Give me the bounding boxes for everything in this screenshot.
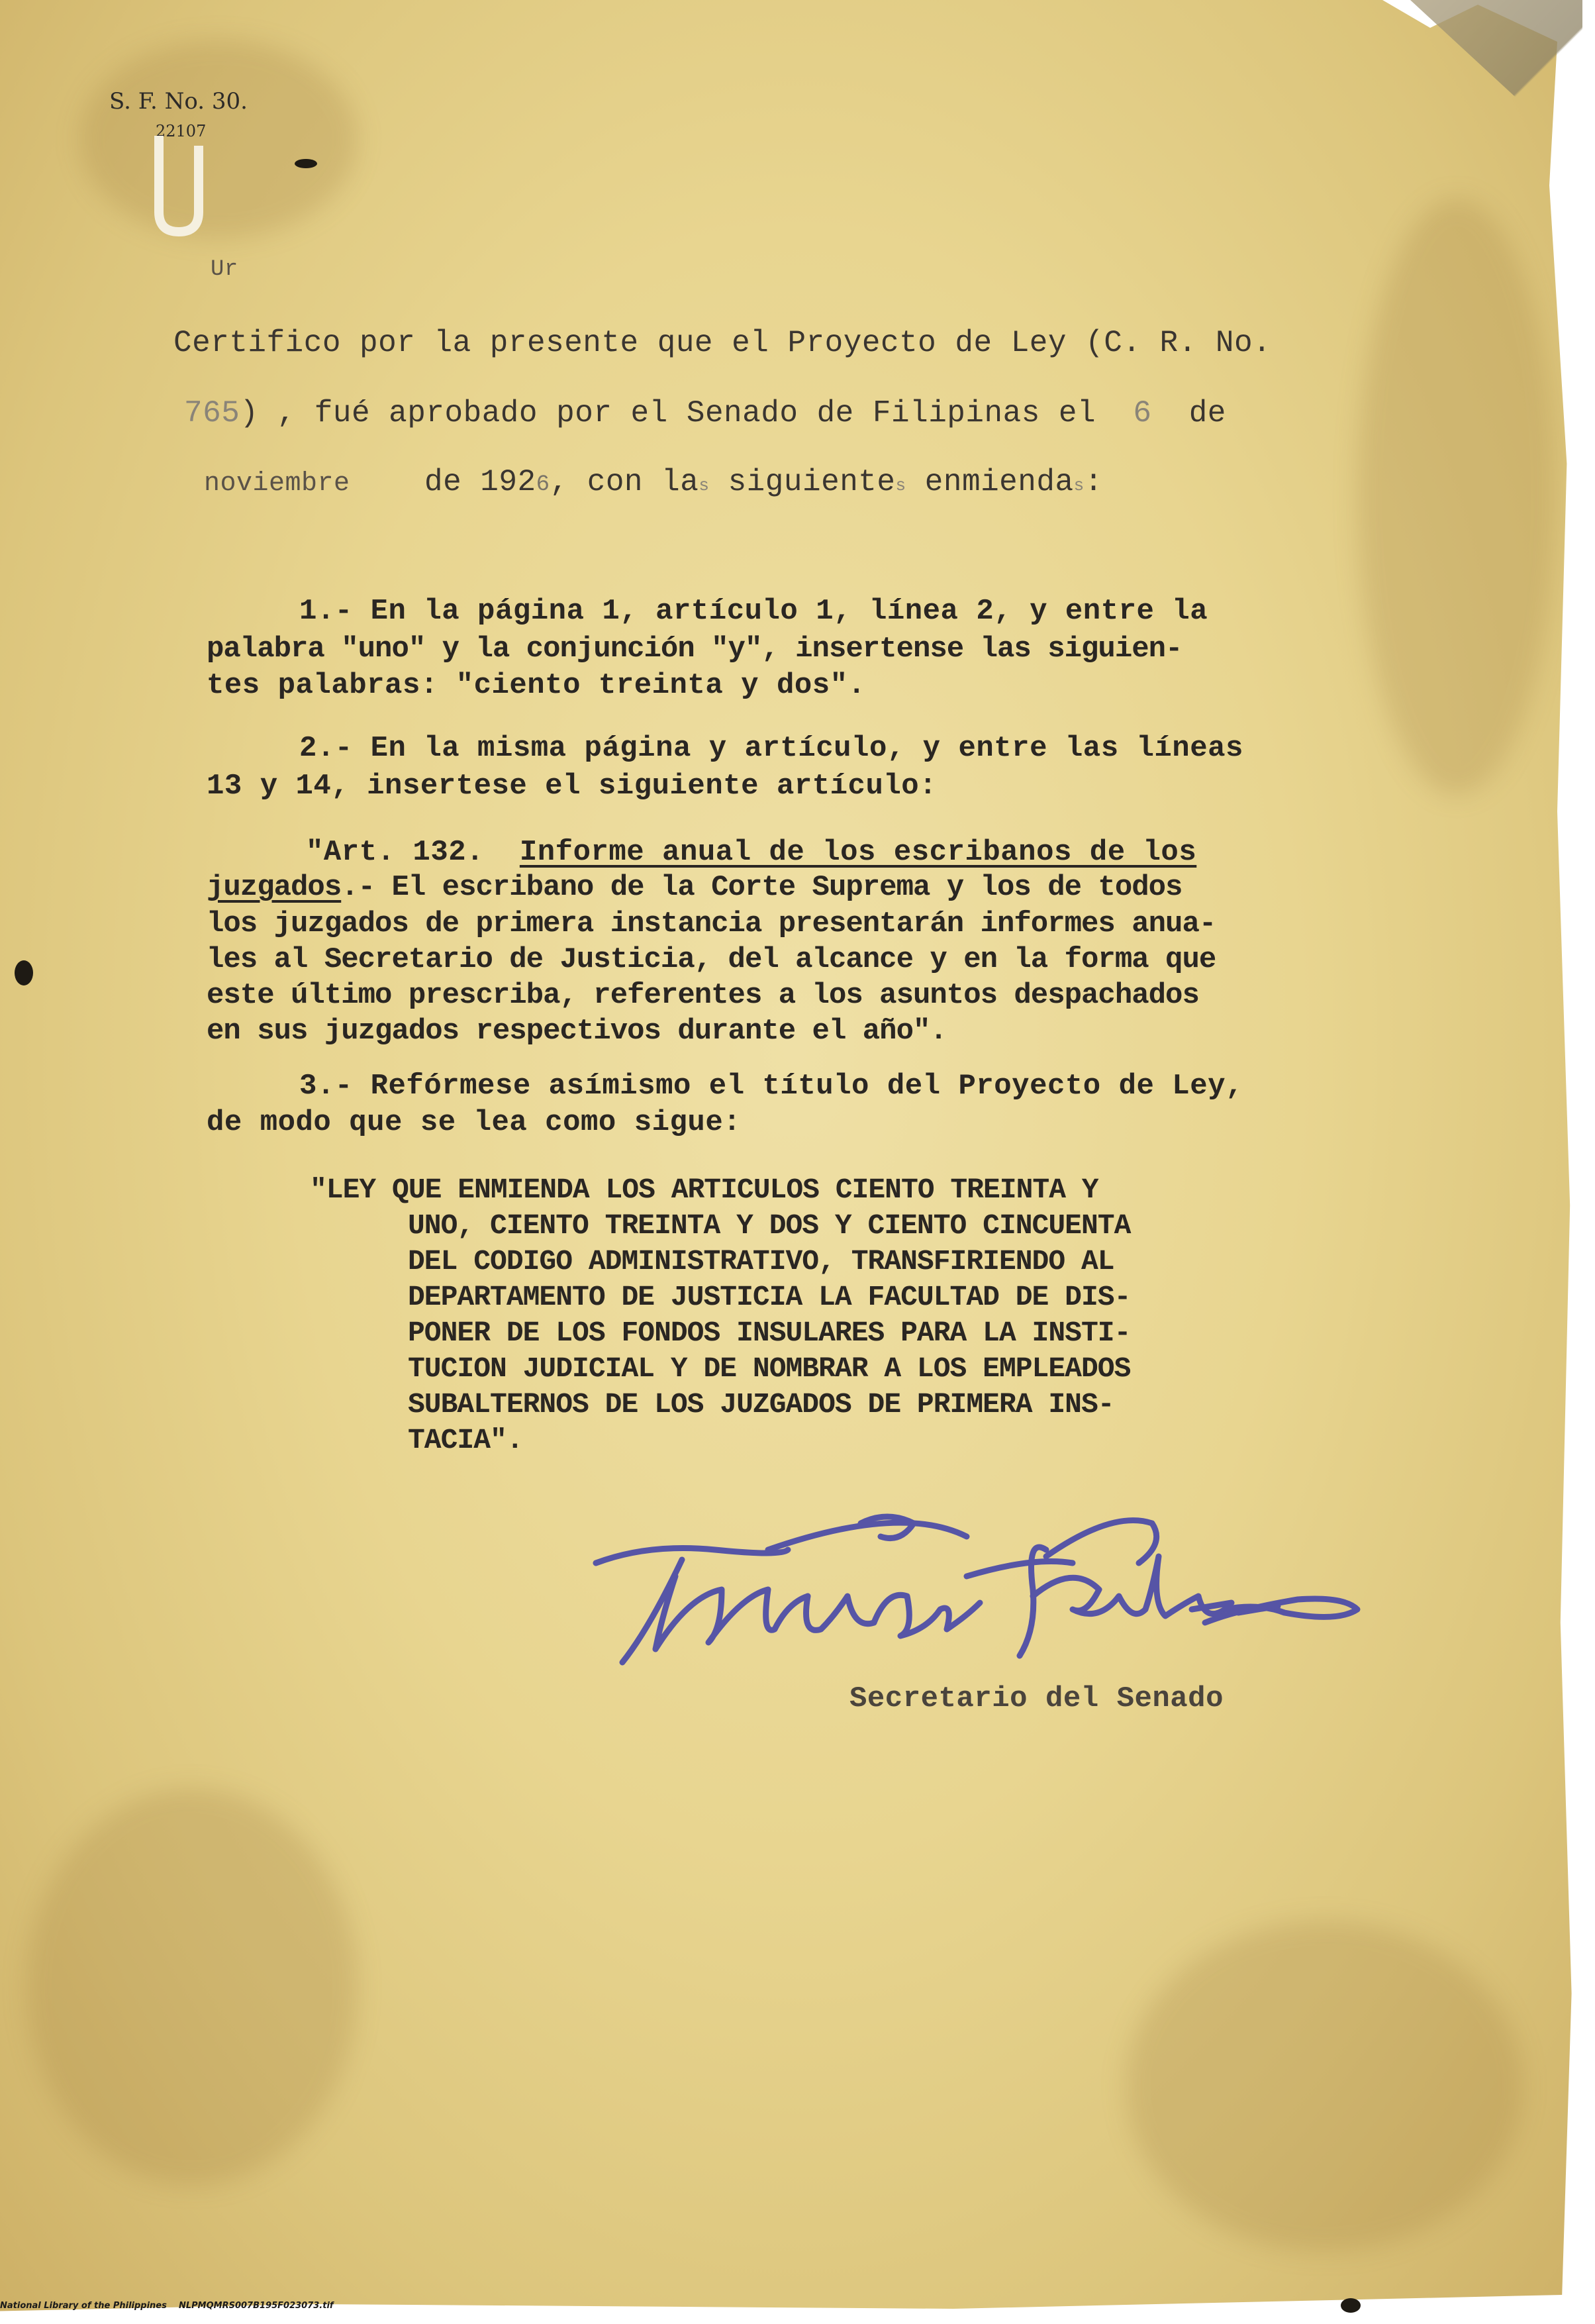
stamp-number: 22107 <box>156 122 207 140</box>
handwritten-signature <box>569 1497 1377 1695</box>
article-line-6: en sus juzgados respectivos durante el año". <box>207 1015 947 1048</box>
year-prefix: de 192 <box>424 465 536 499</box>
amendment-2-line-1: 2.- En la misma página y artículo, y entre las líneas <box>299 732 1243 765</box>
paper-stain <box>1357 199 1556 795</box>
ink-blot <box>1341 2298 1361 2313</box>
bill-title-line: DEL CODIGO ADMINISTRATIVO, TRANSFIRIENDO AL <box>408 1245 1114 1278</box>
bill-title-line: DEPARTAMENTO DE JUSTICIA LA FACULTAD DE DIS- <box>408 1281 1131 1313</box>
amendment-1-line-3: tes palabras: "ciento treinta y dos". <box>207 669 866 702</box>
approval-month: noviembre <box>204 469 350 499</box>
article-prefix: "Art. 132. <box>306 836 485 869</box>
article-line-2-rest: .- El escribano de la Corte Suprema y los de todos <box>341 871 1183 904</box>
article-line-2 <box>207 871 1182 904</box>
amendment-3-line-2: de modo que se lea como sigue: <box>207 1106 742 1139</box>
amendment-3-line-1: 3.- Refórmese asímismo el título del Proyecto de Ley, <box>299 1070 1243 1103</box>
paper-stain <box>79 40 358 238</box>
ink-blot <box>15 960 33 985</box>
ink-blot <box>295 159 317 168</box>
plural-s: s <box>1073 476 1085 495</box>
bill-title-line: TUCION JUDICIAL Y DE NOMBRAR A LOS EMPLEADOS <box>408 1352 1131 1385</box>
bill-title-line: TACIA". <box>408 1424 523 1456</box>
bill-title-line: "LEY QUE ENMIENDA LOS ARTICULOS CIENTO TREINTA Y <box>310 1174 1098 1206</box>
certification-de: de <box>1188 396 1226 430</box>
paper-clip-mark <box>142 132 215 238</box>
certification-line-2: 765) , fué aprobado por el Senado de Filipinas el 6 de <box>184 396 1226 430</box>
certification-rest: , con la <box>550 465 699 499</box>
enmienda-word: enmienda <box>924 465 1074 499</box>
mark: Ur <box>211 257 238 282</box>
bill-title-line: PONER DE LOS FONDOS INSULARES PARA LA INSTI- <box>408 1317 1131 1349</box>
library-name: National Library of the Philippines <box>0 2301 167 2311</box>
amendment-1-line-2: palabra "uno" y la conjunción "y", insertense las siguien- <box>207 632 1183 666</box>
year-digit: 6 <box>536 472 550 497</box>
article-line-3: los juzgados de primera instancia presentarán informes anua- <box>207 907 1216 940</box>
colon: : <box>1084 465 1103 499</box>
approval-day: 6 <box>1133 396 1152 430</box>
bill-title-line: SUBALTERNOS DE LOS JUZGADOS DE PRIMERA INS- <box>408 1388 1114 1421</box>
sf-number: S. F. No. 30. <box>109 88 248 115</box>
bill-title-block <box>310 1172 1130 1458</box>
siguiente-word: siguiente <box>728 465 896 499</box>
article-heading-cont: juzgados <box>207 871 342 904</box>
paper-stain <box>26 1788 358 2186</box>
certification-line-2-text: , fué aprobado por el Senado de Filipinas el <box>277 396 1096 430</box>
plural-s: s <box>895 476 906 495</box>
amendment-2-line-2: 13 y 14, insertese el siguiente artículo: <box>207 770 938 803</box>
article-line-1 <box>306 836 1196 869</box>
bill-title-line: UNO, CIENTO TREINTA Y DOS Y CIENTO CINCUENTA <box>408 1209 1131 1242</box>
paper-stain <box>1126 1921 1523 2252</box>
amendment-1-line-1: 1.- En la página 1, artículo 1, línea 2, y entre la <box>299 595 1208 628</box>
certification-line-3 <box>204 465 1103 499</box>
article-line-4: les al Secretario de Justicia, del alcance y en la forma que <box>207 943 1216 976</box>
article-line-5: este último prescriba, referentes a los asuntos despachados <box>207 979 1199 1012</box>
file-id: NLPMQMRS007B195F023073.tif <box>178 2301 334 2311</box>
plural-s: s <box>699 476 710 495</box>
article-heading: Informe anual de los escribanos de los <box>519 836 1197 869</box>
certification-line-1: Certifico por la presente que el Proyecto de Ley (C. R. No. <box>173 326 1272 360</box>
archive-footer <box>0 2301 334 2311</box>
bill-number: 765 <box>184 396 240 430</box>
signatory-role: Secretario del Senado <box>849 1682 1224 1715</box>
